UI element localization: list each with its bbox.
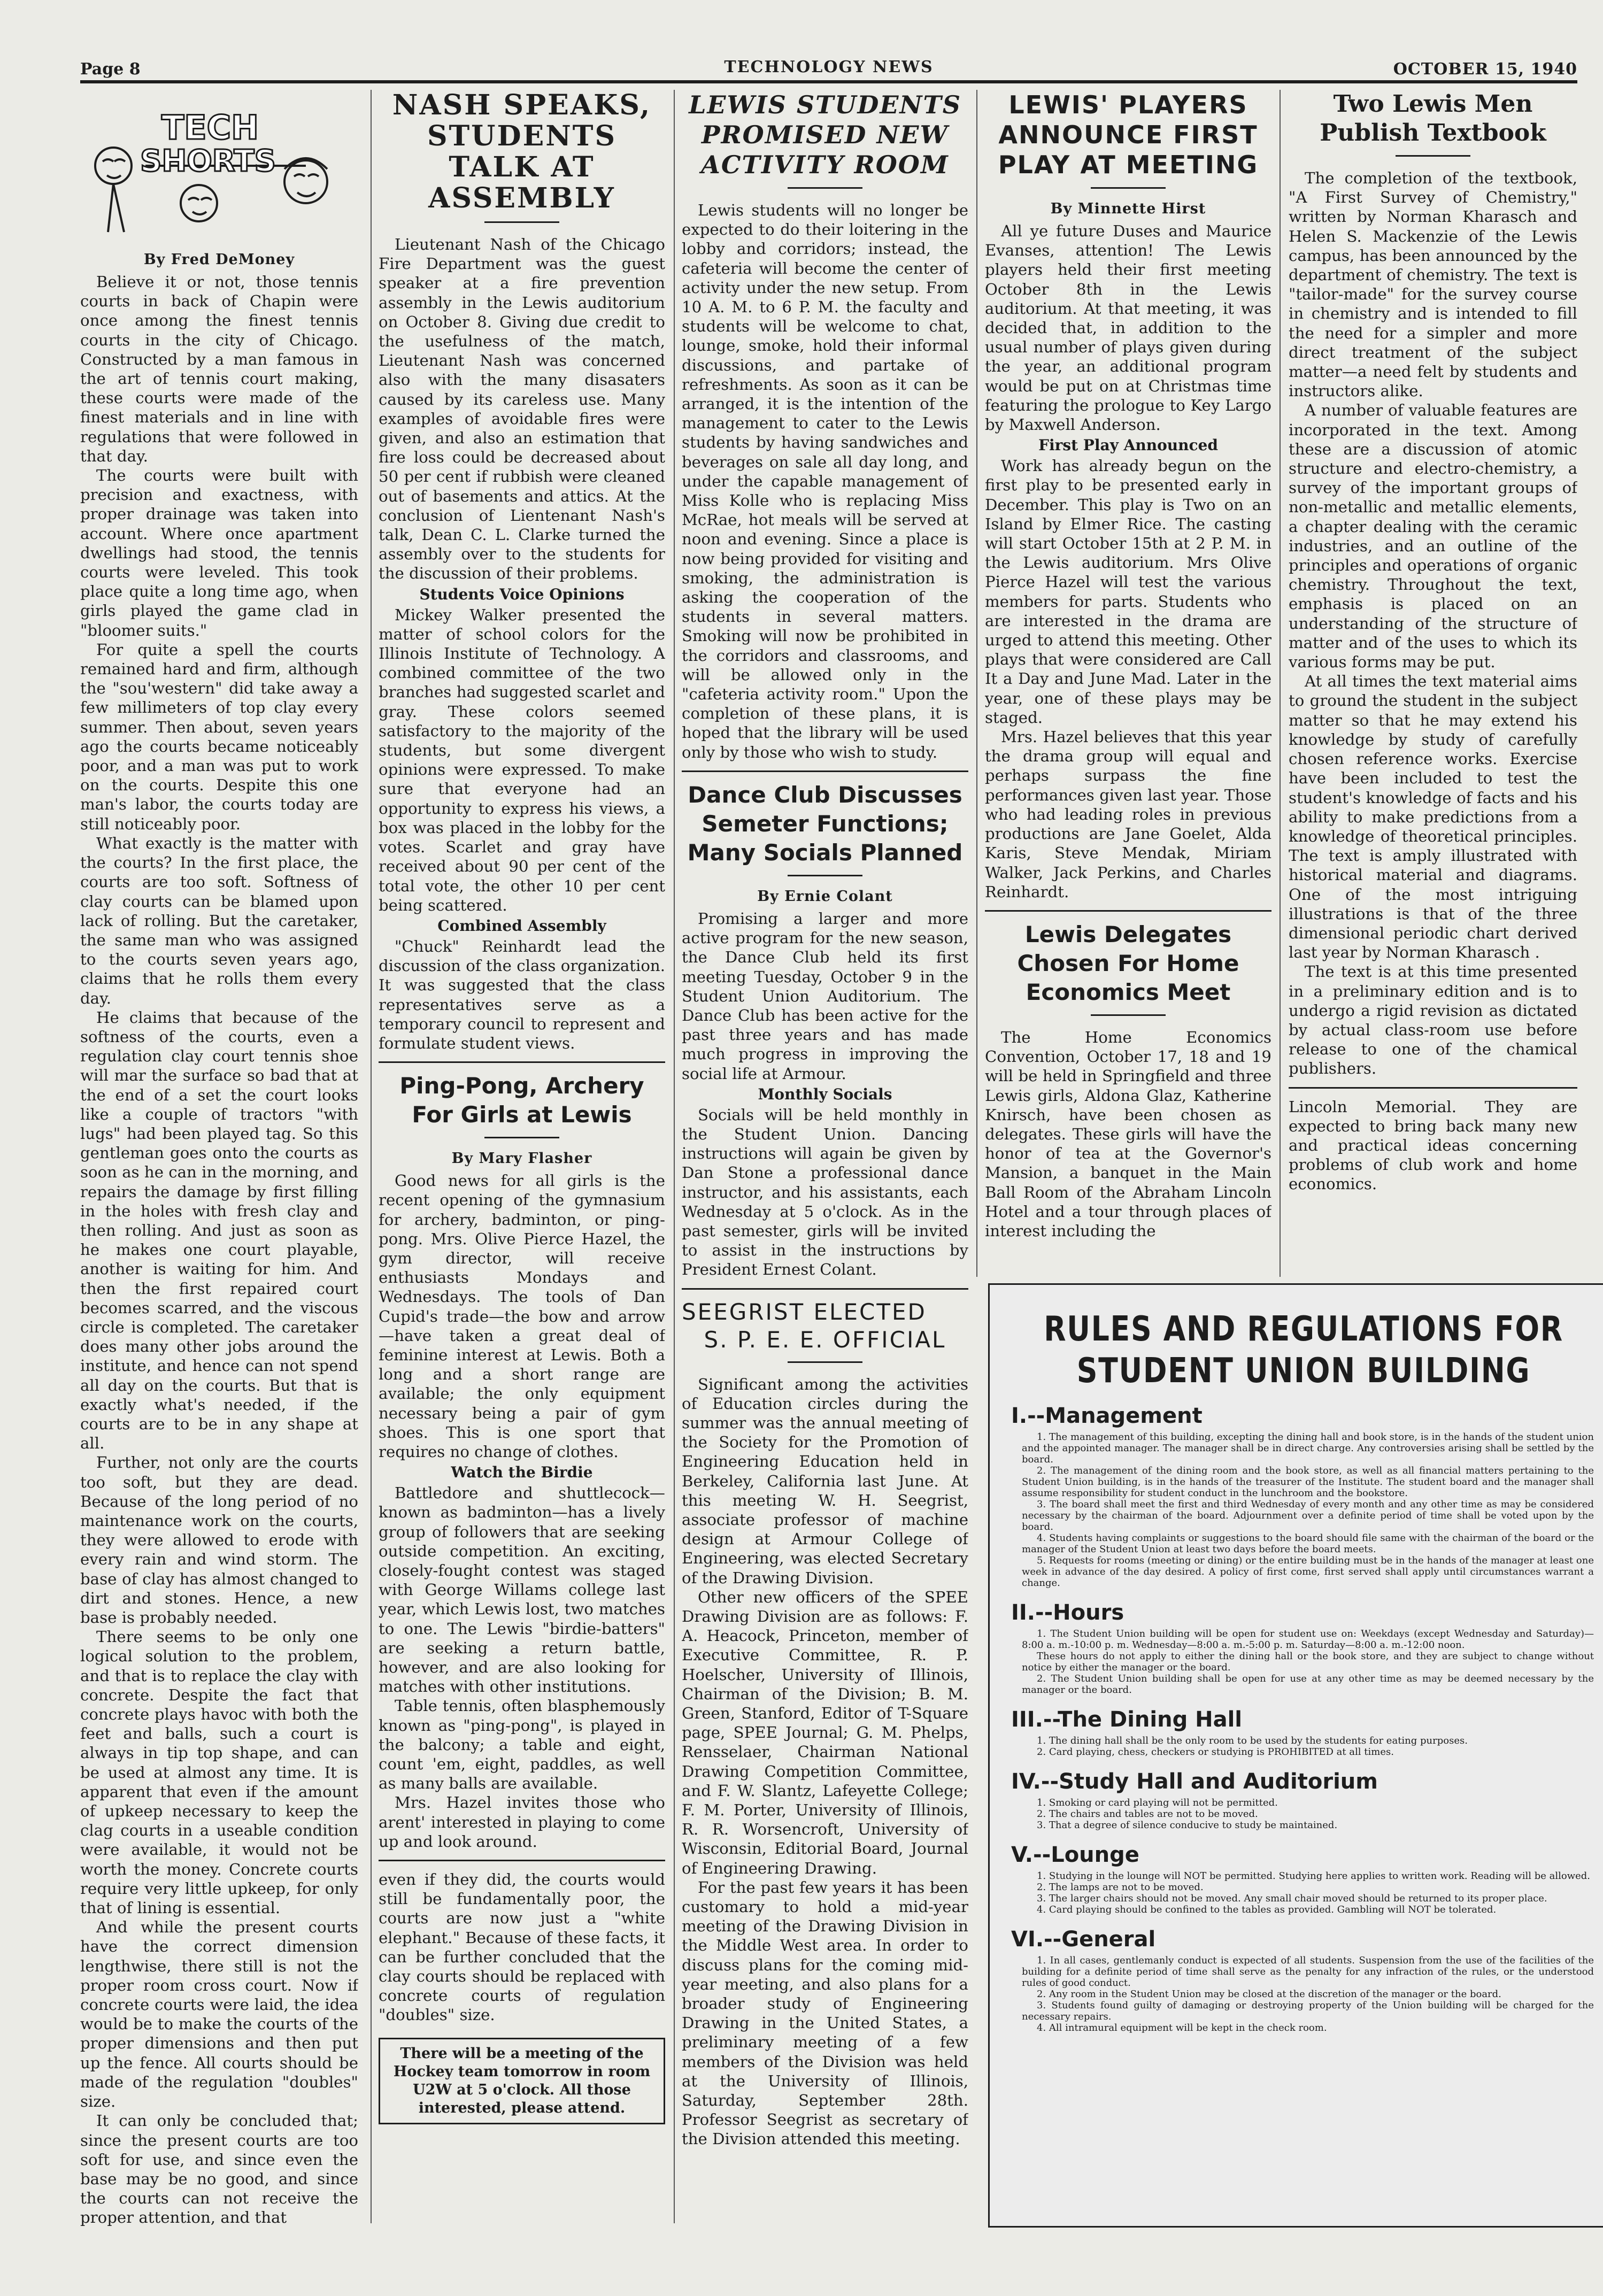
headline-seegrist-2: S. P. E. E. OFFICIAL xyxy=(704,1326,946,1353)
rules-heading: V.--Lounge xyxy=(1011,1843,1139,1867)
paper-title: TECHNOLOGY NEWS xyxy=(724,58,934,76)
subhead: Combined Assembly xyxy=(437,916,606,935)
rule: 1. In all cases, gentlemanly conduct is expected of all students. Suspension from the use of the facilities of the building for a definite period of time shall serve as the penalty for any infraction of the rules, or the understood rules of good conduct. xyxy=(1022,1955,1594,1989)
paragraph: And while the present courts have the correct dimension lengthwise, there still is not the proper room cross court. Now if concrete courts were laid, the idea would be to make the courts of the proper dimensions and then put up the fence. All courts should be made of the regulation "doubles" size. xyxy=(80,1918,358,2111)
divider xyxy=(1091,1014,1166,1016)
rules-section xyxy=(990,1600,1603,1696)
paragraph: Other new officers of the SPEE Drawing Division are as follows: F. A. Heacock, Princeton, member of Executive Committee, R. P. Hoelscher, University of Illinois, Chairman of the Division; B. M. Green, Stanford, Editor of T-Square page, SPEE Journal; G. M. Phelps, Rensselaer, Chairman National Drawing Competition Committee, and F. W. Slantz, Lafeyette College; F. M. Porter, University of Illinois, R. R. Worsencroft, University of Wisconsin, Editorial Board, Journal of Engineering Drawing. xyxy=(682,1588,968,1877)
hockey-notice: There will be a meeting of the Hockey team tomorrow in room U2W at 5 o'clock. All those interested, please attend. xyxy=(379,2038,665,2124)
headline-delegates: Lewis Delegates Chosen For Home Economics Meet xyxy=(1017,921,1239,1005)
column-activity-room xyxy=(682,90,968,2234)
rules-title: RULES AND REGULATIONS FOR STUDENT UNION BUILDING xyxy=(1044,1309,1563,1391)
divider xyxy=(1396,155,1470,157)
rule: 2. The chairs and tables are not to be moved. xyxy=(1037,1808,1258,1820)
paragraph: There seems to be only one logical solution to the problem, and that is to replace the clay with concrete. Despite the fact that concrete plays havoc with both the feet and balls, such a court is always in tip top shape, and can be used at almost any time. It is apparent that even if the amount of upkeep necessary to keep the clag courts in a useable condition were available, it would not be worth the money. Concrete courts require very little upkeep, for only that of lining is essential. xyxy=(80,1628,358,1917)
paragraph: The completion of the textbook, "A First Survey of Chemistry," written by Norman Kharasch and Helen S. Mackenzie of the Lewis campus, has been announced by the department of chemistry. The text is "tailor-made" for the survey course in chemistry and is intended to fill the need for a simpler and more direct treatment of the subject matter—a need felt by students and instructors alike. xyxy=(1289,169,1577,400)
rule: 2. The Student Union building shall be open for use at any other time as may be deemed necessary by the manager or the board. xyxy=(1022,1673,1594,1696)
rules-section xyxy=(990,1927,1603,2033)
rule: 3. The larger chairs should not be moved. Any small chair moved should be returned to its proper place. xyxy=(1037,1893,1547,1904)
rule: 2. Any room in the Student Union may be closed at the discretion of the manager or the board. xyxy=(1037,1989,1501,2000)
paragraph: It can only be concluded that; since the present courts are too soft for use, and since even the base may be no good, and since the courts can not receive the proper attention, and that xyxy=(80,2112,358,2227)
headline-nash: NASH SPEAKS, STUDENTS TALK AT ASSEMBLY xyxy=(392,90,652,214)
page-number: Page 8 xyxy=(80,60,141,79)
rule: 1. The dining hall shall be the only room to be used by the students for eating purposes. xyxy=(1037,1735,1468,1746)
paragraph: For quite a spell the courts remained hard and firm, although the "sou'western" did take away a few millimeters of top clay every summer. Then about, seven years ago the courts became noticeably poor, and a man was put to work on the courts. Despite this one man's labor, the courts today are still noticeably poor. xyxy=(80,640,358,833)
headline-lewis-players: LEWIS' PLAYERS ANNOUNCE FIRST PLAY AT MEETING xyxy=(998,90,1259,179)
paragraph-continued: even if they did, the courts would still be fundamentally poor, the courts are now just a "white elephant." Because of these facts, it can be further concluded that the clay courts should be replaced with concrete courts of regulation "doubles" size. xyxy=(379,1870,665,2024)
issue-date: OCTOBER 15, 1940 xyxy=(1393,60,1577,79)
paragraph: Work has already begun on the first play to be presented early in December. This play is Two on an Island by Elmer Rice. The casting will start October 15th at 2 P. M. in the Lewis auditorium. Mrs Olive Pierce Hazel will test the various members for parts. Students who are interested in the drama are urged to attend this meeting. Other plays that were considered are Call It a Day and June Mad. Later in the year, one of these plays may be staged. xyxy=(985,457,1271,727)
rule: 3. That a degree of silence conducive to study be maintained. xyxy=(1037,1820,1338,1831)
subhead: Watch the Birdie xyxy=(451,1463,593,1482)
rule: 1. The Student Union building will be open for student use on: Weekdays (except Wednesday and Saturday)—8:00 a. m.-10:00 p. m. Wednesday—8:00 a. m.-5:00 p. m. Saturday—8:00 a. m.-12:00 noon. xyxy=(1022,1628,1594,1651)
paragraph: Mrs. Hazel believes that this year the drama group will equal and perhaps surpass the fine performances given last year. Those who had leading roles in previous productions are Jane Goelet, Alda Karis, Steve Mendak, Miriam Walker, Jack Perkins, and Charles Reinhardt. xyxy=(985,728,1271,901)
byline: By Mary Flasher xyxy=(451,1150,592,1167)
masthead-rule xyxy=(80,80,1577,83)
rules-heading: VI.--General xyxy=(1011,1927,1156,1952)
divider xyxy=(985,910,1271,912)
logo-line2: SHORTS xyxy=(140,144,276,179)
divider xyxy=(484,1137,559,1138)
rules-section xyxy=(990,1843,1603,1915)
divider xyxy=(379,1061,665,1063)
rules-heading: IV.--Study Hall and Auditorium xyxy=(1011,1769,1378,1794)
column-textbook xyxy=(1289,90,1577,1277)
paragraph: Socials will be held monthly in the Student Union. Dancing instructions will again be given by Dan Stone a professional dance instructor, and his assistants, each Wednesday at 5 o'clock. As in the past semester, girls will be invited to assist in the instructions by President Ernest Colant. xyxy=(682,1105,968,1279)
paragraph: For the past few years it has been customary to hold a mid-year meeting of the Drawing Division in the Middle West area. In order to discuss plans for the coming mid-year meeting, and also plans for a broader study of Engineering Drawing in the United States, a preliminary meeting of a few members of the Division was held at the University of Illinois, Saturday, September 28th. Professor Seegrist as secretary of the Division attended this meeting. xyxy=(682,1878,968,2148)
column-lewis-players xyxy=(985,90,1271,1277)
rules-section xyxy=(990,1404,1603,1589)
column-rule xyxy=(371,90,372,2223)
subhead: Monthly Socials xyxy=(758,1085,892,1103)
paragraph: A number of valuable features are incorporated in the text. Among these are a discussion of atomic structure and electro-chemistry, a survey of the important groups of non-metallic and metallic elements, a chapter dealing with the ceramic industries, and an outline of the principles and operations of organic chemistry. Throughout the text, emphasis is placed on an understanding of the structure of matter and of the uses to which its various forms may be put. xyxy=(1289,401,1577,672)
paragraph: The Home Economics Convention, October 17, 18 and 19 will be held in Springfield and three Lewis girls, Aldona Glaz, Katherine Knirsch, have been chosen as delegates. These girls will have the honor of tea at the Governor's Mansion, a banquet in the Main Ball Room of the Abraham Lincoln Hotel and a tour through places of interest including the xyxy=(985,1028,1271,1240)
headline-seegrist-1: SEEGRIST ELECTED xyxy=(682,1298,927,1325)
rule: 2. The management of the dining room and the book store, as well as all financial matters pertaining to the Student Union building, is in the hands of the treasurer of the Institute. The student board and the manager shall assume responsibility for student conduct in the lunchroom and the bookstore. xyxy=(1022,1465,1594,1499)
paragraph: Further, not only are the courts too soft, but they are dead. Because of the long period of no maintenance work on the courts, they were allowed to erode with every rain and wind storm. The base of clay has almost changed to dirt and stones. Hence, a new base is probably needed. xyxy=(80,1453,358,1627)
rule: 4. Students having complaints or suggestions to the board should file same with the chairman of the board or the manager of the Student Union at least two days before the board meets. xyxy=(1022,1532,1594,1555)
divider xyxy=(682,771,968,772)
column-rule xyxy=(1280,90,1281,1277)
divider xyxy=(379,1860,665,1861)
rules-heading: I.--Management xyxy=(1011,1404,1203,1428)
logo-line1: TECH xyxy=(161,108,259,147)
paragraph: Mrs. Hazel invites those who arent' interested in playing to come up and look around. xyxy=(379,1793,665,1851)
divider xyxy=(1091,187,1166,189)
subhead: First Play Announced xyxy=(1038,436,1218,454)
rule: 3. The board shall meet the first and third Wednesday of every month and any other time as may be considered necessary by the chairman of the board. Adjournment over a definite period of time shall be voted upon by the board. xyxy=(1022,1499,1594,1532)
rule: 4. All intramural equipment will be kept in the check room. xyxy=(1037,2022,1327,2033)
tech-shorts-logo xyxy=(81,102,349,251)
rule: 3. Students found guilty of damaging or destroying property of the Union building will be charged for the necessary repairs. xyxy=(1022,2000,1594,2022)
rule: 1. Studying in the lounge will NOT be permitted. Studying here applies to written work. Reading will be allowed. xyxy=(1037,1870,1590,1882)
divider xyxy=(788,1361,862,1363)
paragraph: Lieutenant Nash of the Chicago Fire Department was the guest speaker at a fire prevention assembly in the Lewis auditorium on October 8. Giving due credit to the usefulness of the match, Lieutenant Nash was concerned also with the many disasaters caused by its careless use. Many examples of avoidable fires were given, and also an estimation that fire loss could be decreased about 50 per cent if rubbish were cleaned out of basements and attics. At the conclusion of Lientenant Nash's talk, Dean C. L. Clarke turned the assembly over to the students for the discussion of their problems. xyxy=(379,235,665,583)
byline: By Minnette Hirst xyxy=(1050,201,1206,217)
divider xyxy=(1289,1087,1577,1089)
paragraph: The courts were built with precision and exactness, with proper drainage was taken into account. Where once apartment dwellings had stood, the tennis courts were leveled. This took place quite a long time ago, when girls played the game clad in "bloomer suits." xyxy=(80,466,358,640)
rule: 2. The lamps are not to be moved. xyxy=(1037,1882,1204,1893)
column-nash-assembly xyxy=(379,90,665,2234)
column-tennis-courts xyxy=(80,251,358,2230)
paragraph: Lewis students will no longer be expected to do their loitering in the lobby and corridors; instead, the cafeteria will become the center of activity under the new setup. From 10 A. M. to 6 P. M. the faculty and students will be welcome to chat, lounge, smoke, hold their informal discussions, and partake of refreshments. As soon as it can be arranged, it is the intention of the management to cater to the Lewis students by having sandwiches and beverages on sale all day long, and under the capable management of Miss Kolle who is replacing Miss McRae, hot meals will be served at noon and evening. Since a place is now being provided for visiting and smoking, the administration is asking the cooperation of the students in several matters. Smoking will now be prohibited in the corridors and classrooms, and will be allowed only in the "cafeteria activity room." Upon the completion of these plans, it is hoped that the library will be used only by those who wish to study. xyxy=(682,201,968,761)
paragraph: What exactly is the matter with the courts? In the first place, the courts are too soft. Softness of clay courts can be blamed upon lack of rolling. But the caretaker, the same man who was assigned to the courts seven years ago, claims that he rolls them every day. xyxy=(80,834,358,1007)
paragraph: He claims that because of the softness of the courts, even a regulation clay court tennis shoe will mar the surface so bad that at the end of a set the court looks like a couple of tractors "with lugs" had been played tag. So this gentleman goes onto the courts as soon as he can in the morning, and repairs the damage by first filling in the holes with fresh clay and then rolling. And just as soon as he makes one court playable, another is waiting for him. And then the first repaired court becomes scarred, and the viscous circle is completed. The caretaker does many other jobs around the institute, and hence can not spend all day on the courts. But that is exactly what's needed, if the courts are to be in any shape at all. xyxy=(80,1008,358,1453)
paragraph: At all times the text material aims to ground the student in the subject matter so that he may extend his knowledge by study of carefully chosen reference works. Exercise have been included to test the student's knowledge of facts and his ability to make predictions from a knowledge of theoretical principles. The text is amply illustrated with historical material and diagrams. One of the most intriguing illustrations is that of the three dimensional periodic chart derived last year by Norman Kharasch . xyxy=(1289,672,1577,962)
rule: 1. Smoking or card playing will not be permitted. xyxy=(1037,1797,1278,1808)
rule: These hours do not apply to either the dining hall or the book store, and they are subject to change without notice by either the manager or the board. xyxy=(1022,1651,1594,1673)
column-rule xyxy=(976,90,977,1277)
rule: 4. Card playing should be confined to the tables as provided. Gambling will NOT be tolerated. xyxy=(1037,1904,1497,1915)
paragraph: Table tennis, often blasphemously known as "ping-pong", is played in the balcony; a table and eight, count 'em, eight, paddles, as well as many balls are available. xyxy=(379,1697,665,1793)
paragraph: Mickey Walker presented the matter of school colors for the Illinois Institute of Technology. A combined committee of the two branches had suggested scarlet and gray. These colors seemed satisfactory to the majority of the students, but some divergent opinions were expressed. To make sure that everyone had an opportunity to express his views, a box was placed in the lobby for the votes. Scarlet and gray have received about 90 per cent of the total vote, the other 10 per cent being scattered. xyxy=(379,605,665,914)
rules-heading: II.--Hours xyxy=(1011,1600,1124,1625)
headline-ping-pong: Ping-Pong, Archery For Girls at Lewis xyxy=(399,1073,644,1128)
headline-activity-room: LEWIS STUDENTS PROMISED NEW ACTIVITY ROOM xyxy=(689,90,961,179)
paragraph: Good news for all girls is the recent opening of the gymnasium for archery, badminton, or ping-pong. Mrs. Olive Pierce Hazel, the gym director, will receive enthusiasts Mondays and Wednesdays. The tools of Dan Cupid's trade—the bow and arrow—have taken a great deal of feminine interest at Lewis. Both a long and a short range are available; the only equipment necessary being a pair of gym shoes. This is one sport that requires no change of clothes. xyxy=(379,1172,665,1461)
paragraph: Battledore and shuttlecock—known as badminton—has a lively group of followers that are seeking outside competition. An exciting, closely-fought contest was staged with George Willams college last year, which Lewis lost, two matches to one. The Lewis "birdie-batters" are seeking a return battle, however, and are also looking for matches with other institutions. xyxy=(379,1484,665,1696)
headline-textbook: Two Lewis Men Publish Textbook xyxy=(1320,90,1546,147)
rule: 5. Requests for rooms (meeting or dining) or the entire building must be in the hands of the manager at least one week in advance of the day desired. A policy of first come, first served shall apply until circumstances warrant a change. xyxy=(1022,1555,1594,1589)
paragraph: Promising a larger and more active program for the new season, the Dance Club held its first meeting Tuesday, October 9 in the Student Union Auditorium. The Dance Club has been active for the past three years and has made much progress in improving the social life at Armour. xyxy=(682,909,968,1083)
paragraph: All ye future Duses and Maurice Evanses, attention! The Lewis players held their first meeting October 8th in the Lewis auditorium. At that meeting, it was decided that, in addition to the usual number of plays given during the year, an additional program would be put on at Christmas time featuring the prologue to Key Largo by Maxwell Anderson. xyxy=(985,222,1271,434)
column-rule xyxy=(674,90,675,2223)
rules-heading: III.--The Dining Hall xyxy=(1011,1707,1243,1732)
byline: By Fred DeMoney xyxy=(143,251,295,268)
subhead: Students Voice Opinions xyxy=(419,585,625,603)
paragraph: "Chuck" Reinhardt lead the discussion of the class organization. It was suggested that the class representatives serve as a temporary council to represent and formulate student views. xyxy=(379,937,665,1052)
rule: 2. Card playing, chess, checkers or studying is PROHIBITED at all times. xyxy=(1037,1746,1394,1758)
paragraph-continued: Lincoln Memorial. They are expected to bring back many new and practical ideas concerning problems of club work and home economics. xyxy=(1289,1097,1577,1193)
divider xyxy=(484,221,559,223)
rules-section xyxy=(990,1707,1603,1758)
paragraph: Significant among the activities of Education circles during the summer was the annual meeting of the Society for the Promotion of Engineering Education held in Berkeley, California last June. At this meeting W. H. Seegrist, associate professor of machine design at Armour College of Engineering, was elected Secretary of the Drawing Division. xyxy=(682,1375,968,1587)
paragraph: The text is at this time presented in a preliminary edition and is to undergo a rigid revision as dictated by actual class-room use before release to one of the chamical publishers. xyxy=(1289,962,1577,1078)
headline-dance-club: Dance Club Discusses Semeter Functions; Many Socials Planned xyxy=(687,781,963,866)
rule: 1. The management of this building, excepting the dining hall and book store, is in the hands of the student union and the appointed manager. The manager shall be in direct charge. Any controversies arising shall be settled by the board. xyxy=(1022,1431,1594,1465)
byline: By Ernie Colant xyxy=(757,888,893,905)
rules-section xyxy=(990,1769,1603,1831)
divider xyxy=(788,875,862,876)
divider xyxy=(682,1288,968,1290)
divider xyxy=(788,187,862,189)
paragraph: Believe it or not, those tennis courts in back of Chapin were once among the finest tennis courts in the city of Chicago. Constructed by a man famous in the art of tennis court making, these courts were made of the finest materials and in line with regulations that were followed in that day. xyxy=(80,273,358,465)
rules-box xyxy=(988,1283,1603,2228)
